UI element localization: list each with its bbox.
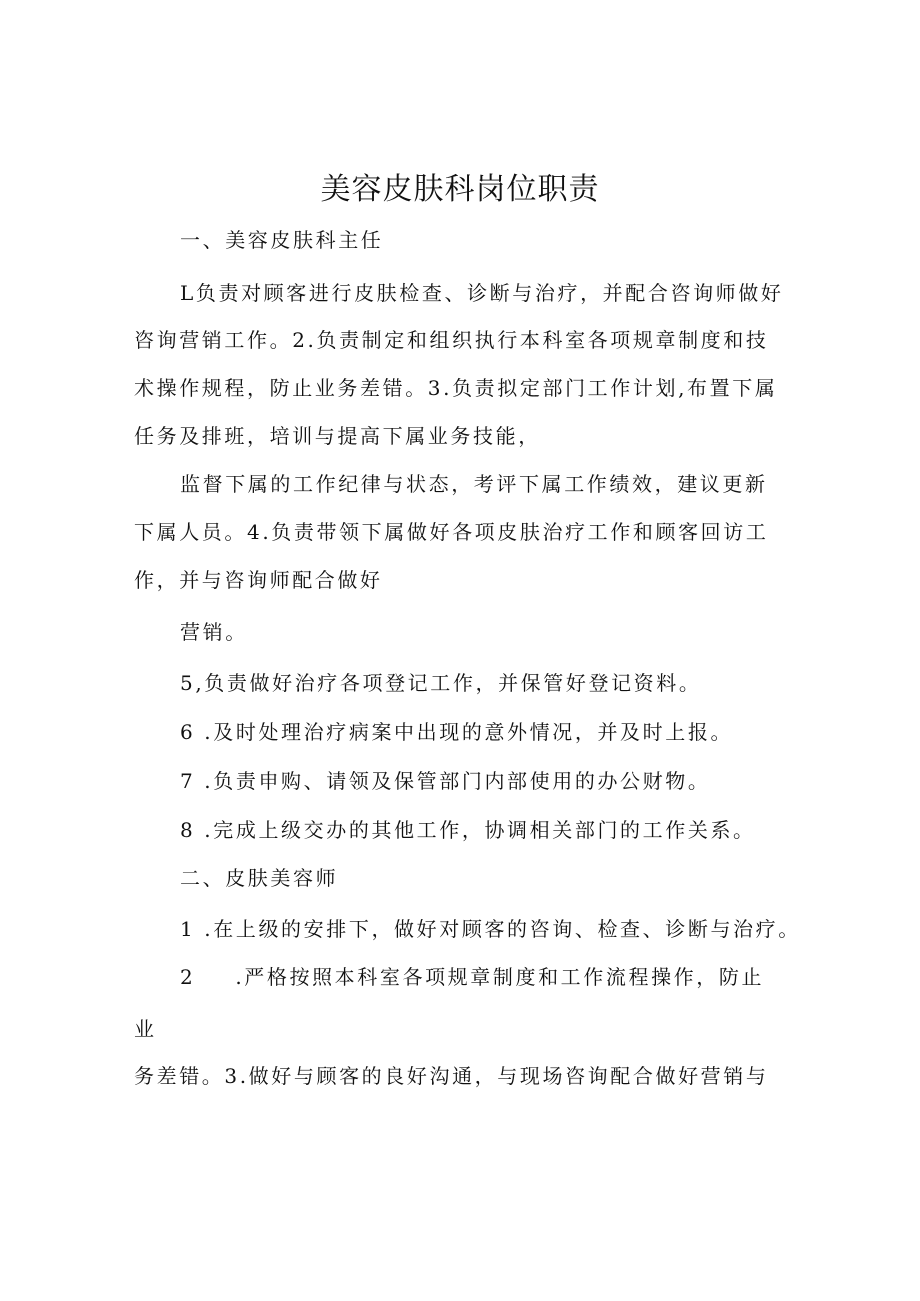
section-heading-beautician: 二、皮肤美容师 bbox=[180, 866, 339, 890]
document-title: 美容皮肤科岗位职责 bbox=[320, 172, 600, 207]
paragraph-line: 作，并与咨询师配合做好 bbox=[134, 568, 383, 592]
paragraph-line: 下属人员。4.负责带领下属做好各项皮肤治疗工作和顾客回访工 bbox=[134, 520, 769, 544]
paragraph-line: L负责对顾客进行皮肤检查、诊断与治疗，并配合咨询师做好 bbox=[180, 281, 784, 305]
section-heading-director: 一、美容皮肤科主任 bbox=[180, 228, 384, 252]
paragraph-line: 营销。 bbox=[180, 620, 248, 644]
list-text: .严格按照本科室各项规章制度和工作流程操作，防止 bbox=[235, 965, 765, 989]
paragraph-line: 任务及排班，培训与提高下属业务技能， bbox=[134, 424, 541, 448]
paragraph-line: 咨询营销工作。2.负责制定和组织执行本科室各项规章制度和技 bbox=[134, 328, 769, 352]
list-item: 6 .及时处理治疗病案中出现的意外情况，并及时上报。 bbox=[180, 720, 734, 744]
paragraph-line: 务差错。3.做好与顾客的良好沟通，与现场咨询配合做好营销与 bbox=[134, 1064, 769, 1088]
list-item: 8 .完成上级交办的其他工作，协调相关部门的工作关系。 bbox=[180, 818, 756, 842]
list-item: 1 .在上级的安排下，做好对顾客的咨询、检查、诊断与治疗。 bbox=[180, 917, 801, 941]
list-item bbox=[180, 962, 764, 992]
list-item: 5,负责做好治疗各项登记工作，并保管好登记资料。 bbox=[180, 671, 702, 695]
list-item: 7 .负责申购、请领及保管部门内部使用的办公财物。 bbox=[180, 769, 711, 793]
list-number: 2 bbox=[180, 965, 196, 989]
paragraph-line: 监督下属的工作纪律与状态，考评下属工作绩效，建议更新 bbox=[180, 472, 768, 496]
paragraph-line: 业 bbox=[134, 1017, 157, 1041]
paragraph-line: 术操作规程，防止业务差错。3.负责拟定部门工作计划,布置下属 bbox=[134, 376, 778, 400]
